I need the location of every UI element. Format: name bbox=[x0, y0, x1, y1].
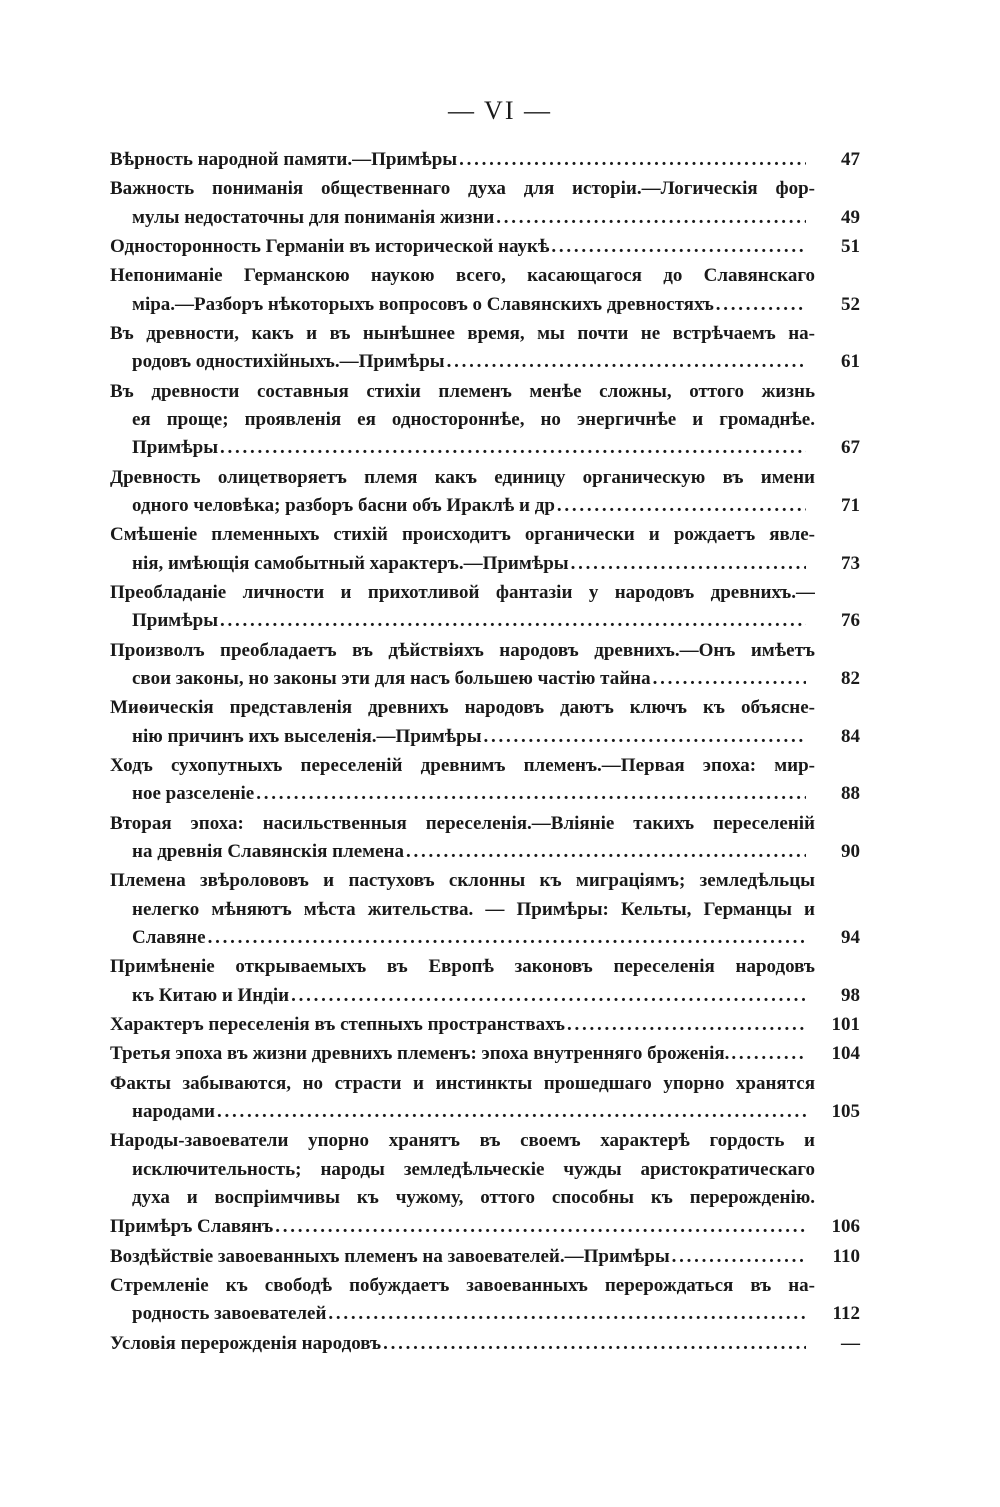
toc-entry bbox=[110, 752, 860, 809]
dot-leader bbox=[484, 723, 806, 751]
toc-entry-line bbox=[132, 780, 860, 808]
toc-entry-text: Примѣръ Славянъ bbox=[110, 1216, 274, 1238]
toc-entry-text: Примѣры bbox=[132, 437, 219, 459]
dot-leader bbox=[447, 348, 806, 376]
toc-page-number: 101 bbox=[831, 1014, 860, 1036]
toc-page-number: 47 bbox=[841, 149, 860, 170]
toc-entry bbox=[110, 953, 860, 1010]
toc-entry bbox=[110, 146, 860, 174]
toc-page-number: 71 bbox=[841, 495, 860, 517]
toc-entry-text: духа и воспріимчивы къ чужому, оттого способны къ перерожденію. bbox=[132, 1187, 815, 1209]
toc-page-number: 76 bbox=[841, 610, 860, 632]
toc-entry-line bbox=[110, 146, 860, 174]
toc-entry-line bbox=[110, 1243, 860, 1271]
dot-leader bbox=[406, 838, 806, 866]
toc-entry bbox=[110, 521, 860, 578]
toc-page-number: 106 bbox=[831, 1216, 860, 1238]
toc-entry-text: Воздѣйствіе завоеванныхъ племенъ на завоевателей.—Примѣры bbox=[110, 1245, 670, 1267]
dot-leader bbox=[256, 780, 806, 808]
toc-entry-text: Въ древности, какъ и въ нынѣшнее время, мы почти не встрѣчаемъ на- bbox=[110, 322, 815, 344]
toc-entry-line bbox=[132, 665, 860, 693]
toc-entry-text: ея проще; проявленія ея одностороннѣе, но энергичнѣе и громаднѣе. bbox=[132, 408, 815, 430]
toc-entry bbox=[110, 175, 860, 232]
dot-leader bbox=[208, 924, 806, 952]
toc-page-number: 98 bbox=[841, 984, 860, 1006]
toc-entry-text: Стремленіе къ свободѣ побуждаетъ завоеванныхъ перерождаться въ на- bbox=[110, 1274, 815, 1296]
toc-page-number: 84 bbox=[841, 725, 860, 747]
toc-entry bbox=[110, 637, 860, 694]
toc-entry-text: Факты забываются, но страсти и инстинкты прошедшаго упорно хранятся bbox=[110, 1072, 815, 1094]
dot-leader bbox=[220, 607, 806, 635]
toc-entry bbox=[110, 1070, 860, 1127]
dot-leader bbox=[220, 434, 806, 462]
toc-entry-line bbox=[110, 233, 860, 261]
toc-entry bbox=[110, 1040, 860, 1068]
toc-entry-line bbox=[132, 204, 860, 232]
toc-entry-text: Ходъ сухопутныхъ переселеній древнимъ племенъ.—Первая эпоха: мир- bbox=[110, 755, 815, 776]
dot-leader bbox=[459, 146, 806, 174]
toc-entry-line bbox=[110, 1330, 860, 1358]
toc-entry-text: Преобладаніе личности и прихотливой фантазіи у народовъ древнихъ.— bbox=[110, 581, 815, 603]
toc-entry-line bbox=[132, 1300, 860, 1328]
dot-leader bbox=[571, 550, 806, 578]
toc-entry-text: родность завоевателей bbox=[132, 1303, 327, 1325]
dot-leader bbox=[291, 982, 806, 1010]
toc-entry-text: нію причинъ ихъ выселенія.—Примѣры bbox=[132, 725, 482, 747]
toc-entry-line bbox=[132, 607, 860, 635]
toc-entry-text: Племена звѣролововъ и пастуховъ склонны къ миграціямъ; земледѣльцы bbox=[110, 870, 815, 892]
toc-entry-line bbox=[132, 723, 860, 751]
dot-leader bbox=[672, 1243, 806, 1271]
toc-page-number: 110 bbox=[832, 1245, 860, 1267]
toc-entry bbox=[110, 694, 860, 751]
toc-entry-line bbox=[132, 550, 860, 578]
toc-entry-text: одного человѣка; разборъ басни объ Ираклѣ и др bbox=[132, 495, 555, 517]
toc-page-number: 94 bbox=[841, 927, 860, 949]
toc-entry-line bbox=[110, 1213, 860, 1241]
toc-entry-text: Въ древности составныя стихіи племенъ менѣе сложны, оттого жизнь bbox=[110, 380, 815, 402]
toc-page-number: 104 bbox=[831, 1043, 860, 1065]
toc-entry-text: Славяне bbox=[132, 927, 206, 949]
toc-entry bbox=[110, 378, 860, 463]
toc-entry-text: Третья эпоха въ жизни древнихъ племенъ: эпоха внутренняго броженія. bbox=[110, 1043, 730, 1065]
toc-page-number: 49 bbox=[841, 206, 860, 228]
toc-entry-text: Условія перерожденія народовъ bbox=[110, 1332, 382, 1354]
toc-entry-text: Важность пониманія общественнаго духа для исторіи.—Логическія фор- bbox=[110, 178, 815, 200]
dot-leader bbox=[328, 1300, 806, 1328]
table-of-contents bbox=[110, 146, 860, 1359]
toc-entry bbox=[110, 1330, 860, 1358]
toc-page-number: 88 bbox=[841, 783, 860, 805]
toc-page-number: 52 bbox=[841, 293, 860, 315]
toc-page-number: 90 bbox=[841, 841, 860, 863]
toc-entry-line bbox=[132, 838, 860, 866]
toc-entry-line bbox=[132, 924, 860, 952]
toc-page-number: 112 bbox=[832, 1303, 860, 1325]
toc-page-number: 61 bbox=[841, 351, 860, 373]
toc-entry-line bbox=[132, 291, 860, 319]
toc-page-number: 67 bbox=[841, 437, 860, 459]
toc-entry-text: Непониманіе Германскою наукою всего, касающагося до Славянскаго bbox=[110, 265, 815, 287]
toc-entry-line bbox=[132, 434, 860, 462]
toc-entry bbox=[110, 1243, 860, 1271]
toc-entry-text: мулы недостаточны для пониманія жизни bbox=[132, 206, 495, 228]
toc-entry-text: Характеръ переселенія въ степныхъ пространствахъ bbox=[110, 1014, 566, 1036]
toc-page-number: 105 bbox=[831, 1101, 860, 1123]
toc-entry-text: Смѣшеніе племенныхъ стихій происходитъ органически и рождаетъ явле- bbox=[110, 524, 815, 546]
toc-entry bbox=[110, 1272, 860, 1329]
dot-leader bbox=[217, 1098, 806, 1126]
toc-entry-text: ное разселеніе bbox=[132, 783, 255, 805]
dot-leader bbox=[567, 1011, 806, 1039]
toc-entry bbox=[110, 262, 860, 319]
toc-entry-text: свои законы, но законы эти для насъ большею частію тайна bbox=[132, 668, 651, 690]
toc-entry-text: Произволъ преобладаетъ въ дѣйствіяхъ народовъ древнихъ.—Онъ имѣетъ bbox=[110, 639, 815, 661]
toc-entry-text: нелегко мѣняютъ мѣста жительства. — Примѣры: Кельты, Германцы и bbox=[132, 898, 815, 920]
toc-entry-line bbox=[110, 1040, 860, 1068]
dot-leader bbox=[496, 204, 806, 232]
toc-entry-text: Древность олицетворяетъ племя какъ единицу органическую въ имени bbox=[110, 466, 815, 488]
toc-page-number: — bbox=[841, 1332, 860, 1354]
toc-entry-text: Односторонность Германіи въ исторической наукѣ bbox=[110, 235, 550, 257]
toc-entry bbox=[110, 464, 860, 521]
toc-entry bbox=[110, 320, 860, 377]
toc-entry-line bbox=[132, 1098, 860, 1126]
dot-leader bbox=[557, 492, 806, 520]
toc-entry bbox=[110, 1127, 860, 1212]
toc-entry-line bbox=[132, 492, 860, 520]
toc-entry-text: Примѣненіе открываемыхъ въ Европѣ законовъ переселенія народовъ bbox=[110, 956, 815, 978]
toc-entry bbox=[110, 867, 860, 952]
toc-entry-text: Примѣры bbox=[132, 610, 219, 632]
toc-entry-line bbox=[110, 1011, 860, 1039]
toc-entry-text: народами bbox=[132, 1101, 215, 1123]
toc-entry-text: родовъ одностихійныхъ.—Примѣры bbox=[132, 351, 445, 373]
toc-page-number: 82 bbox=[841, 668, 860, 690]
toc-entry-text: нія, имѣющія самобытный характеръ.—Примѣры bbox=[132, 552, 569, 574]
toc-entry bbox=[110, 579, 860, 636]
toc-page-number: 51 bbox=[841, 235, 860, 257]
toc-entry bbox=[110, 233, 860, 261]
toc-entry-text: Вторая эпоха: насильственныя переселенія.—Вліяніе такихъ переселеній bbox=[110, 812, 815, 834]
toc-entry-line bbox=[132, 982, 860, 1010]
toc-entry-text: къ Китаю и Индіи bbox=[132, 984, 290, 1006]
toc-entry bbox=[110, 810, 860, 867]
dot-leader bbox=[731, 1040, 806, 1068]
page-number: — VI — bbox=[448, 96, 552, 125]
toc-entry-text: міра.—Разборъ нѣкоторыхъ вопросовъ о Славянскихъ древностяхъ bbox=[132, 293, 714, 315]
toc-entry-text: Миѳическія представленія древнихъ народовъ даютъ ключъ къ объясне- bbox=[110, 697, 815, 719]
toc-page-number: 73 bbox=[841, 552, 860, 574]
toc-entry-text: исключительность; народы земледѣльческіе чужды аристократическаго bbox=[132, 1158, 815, 1180]
toc-entry bbox=[110, 1011, 860, 1039]
dot-leader bbox=[275, 1213, 806, 1241]
dot-leader bbox=[716, 291, 806, 319]
toc-entry-line bbox=[132, 348, 860, 376]
toc-entry bbox=[110, 1213, 860, 1241]
toc-entry-text: на древнія Славянскія племена bbox=[132, 841, 404, 863]
dot-leader bbox=[653, 665, 806, 693]
toc-entry-text: Вѣрность народной памяти.—Примѣры bbox=[110, 149, 458, 170]
dot-leader bbox=[551, 233, 806, 261]
toc-entry-text: Народы-завоеватели упорно хранятъ въ своемъ характерѣ гордость и bbox=[110, 1130, 815, 1152]
dot-leader bbox=[383, 1330, 806, 1358]
